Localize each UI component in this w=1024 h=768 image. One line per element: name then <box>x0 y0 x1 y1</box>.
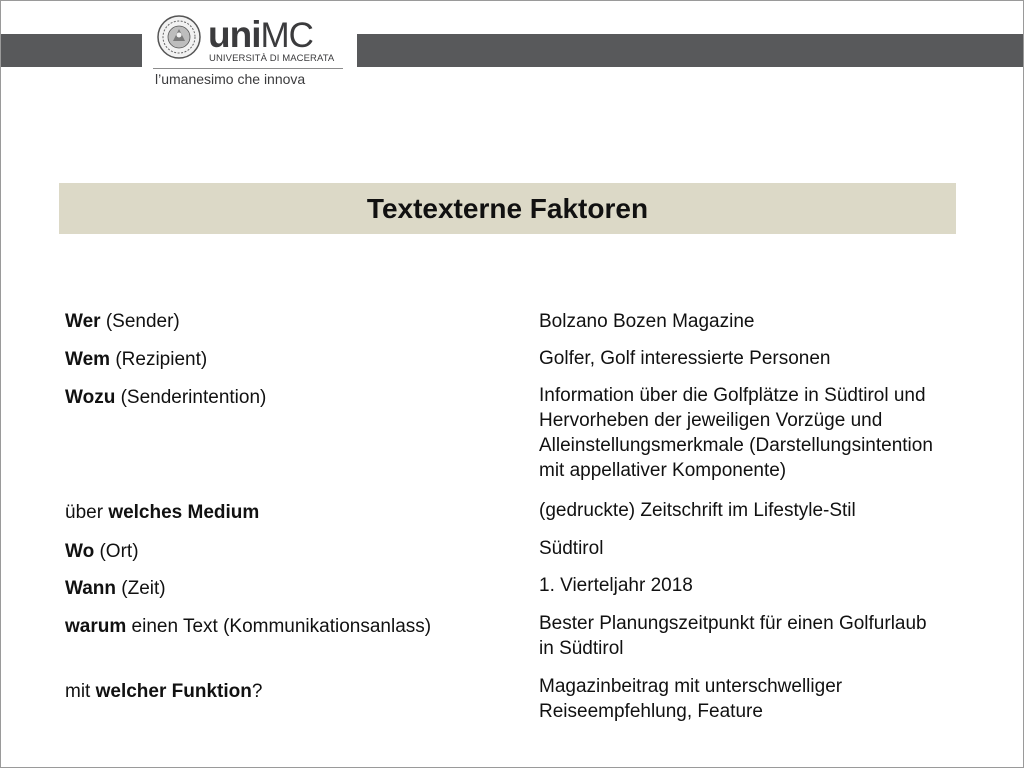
factor-label <box>65 576 515 601</box>
factor-label-suffix: ? <box>251 681 263 702</box>
factor-keyword: welcher Funktion <box>95 681 252 702</box>
factor-label-prefix: mit <box>65 681 96 702</box>
factor-value <box>539 383 994 483</box>
factor-value <box>539 611 994 661</box>
factor-keyword: warum <box>65 616 127 637</box>
factor-value-line: Magazinbeitrag mit unterschwelliger <box>539 676 843 697</box>
factor-keyword: Wann <box>65 578 117 599</box>
factor-value: Südtirol <box>539 538 604 559</box>
factor-label-suffix: (Senderintention) <box>115 387 267 408</box>
factor-value-line: Reiseempfehlung, Feature <box>539 701 763 722</box>
factor-label-suffix: (Rezipient) <box>110 349 208 370</box>
slide-title: Textexterne Faktoren <box>366 192 649 224</box>
factor-label-suffix: (Sender) <box>100 311 180 332</box>
factor-keyword: Wem <box>65 349 111 370</box>
factor-value-line: in Südtirol <box>539 638 624 659</box>
factor-label-prefix: über <box>65 502 109 523</box>
factor-label <box>65 347 515 372</box>
factor-value-line: Hervorheben der jeweiligen Vorzüge und <box>539 410 883 431</box>
university-name: UNIVERSITÀ DI MACERATA <box>209 53 335 64</box>
factor-label <box>65 679 515 704</box>
brand-mc: MC <box>260 16 313 55</box>
factor-value <box>539 674 994 724</box>
factor-value-line: Alleinstellungsmerkmale (Darstellungsintention <box>539 435 933 456</box>
factor-value: (gedruckte) Zeitschrift im Lifestyle-Stil <box>539 500 856 521</box>
factor-value-line: mit appellativer Komponente) <box>539 460 787 481</box>
factor-keyword: welches Medium <box>108 502 260 523</box>
factor-value: Bolzano Bozen Magazine <box>539 311 755 332</box>
factor-keyword: Wer <box>65 311 101 332</box>
factor-label-suffix: (Ort) <box>94 541 139 562</box>
factor-label <box>65 309 515 334</box>
factor-value-line: Information über die Golfplätze in Südtirol und <box>539 385 926 406</box>
factor-label-suffix: (Zeit) <box>116 578 166 599</box>
factor-value-line: Bester Planungszeitpunkt für einen Golfurlaub <box>539 613 927 634</box>
factor-label-suffix: einen Text (Kommunikationsanlass) <box>126 616 432 637</box>
university-tagline: l’umanesimo che innova <box>155 71 306 87</box>
brand-uni: uni <box>208 14 261 55</box>
factor-table <box>1 1 1023 767</box>
factor-keyword: Wo <box>65 541 95 562</box>
factor-label <box>65 539 515 564</box>
factor-value: 1. Vierteljahr 2018 <box>539 575 693 596</box>
factor-value: Golfer, Golf interessierte Personen <box>539 348 831 369</box>
factor-label <box>65 614 515 639</box>
factor-label <box>65 500 515 525</box>
factor-keyword: Wozu <box>65 387 116 408</box>
factor-label <box>65 385 515 410</box>
